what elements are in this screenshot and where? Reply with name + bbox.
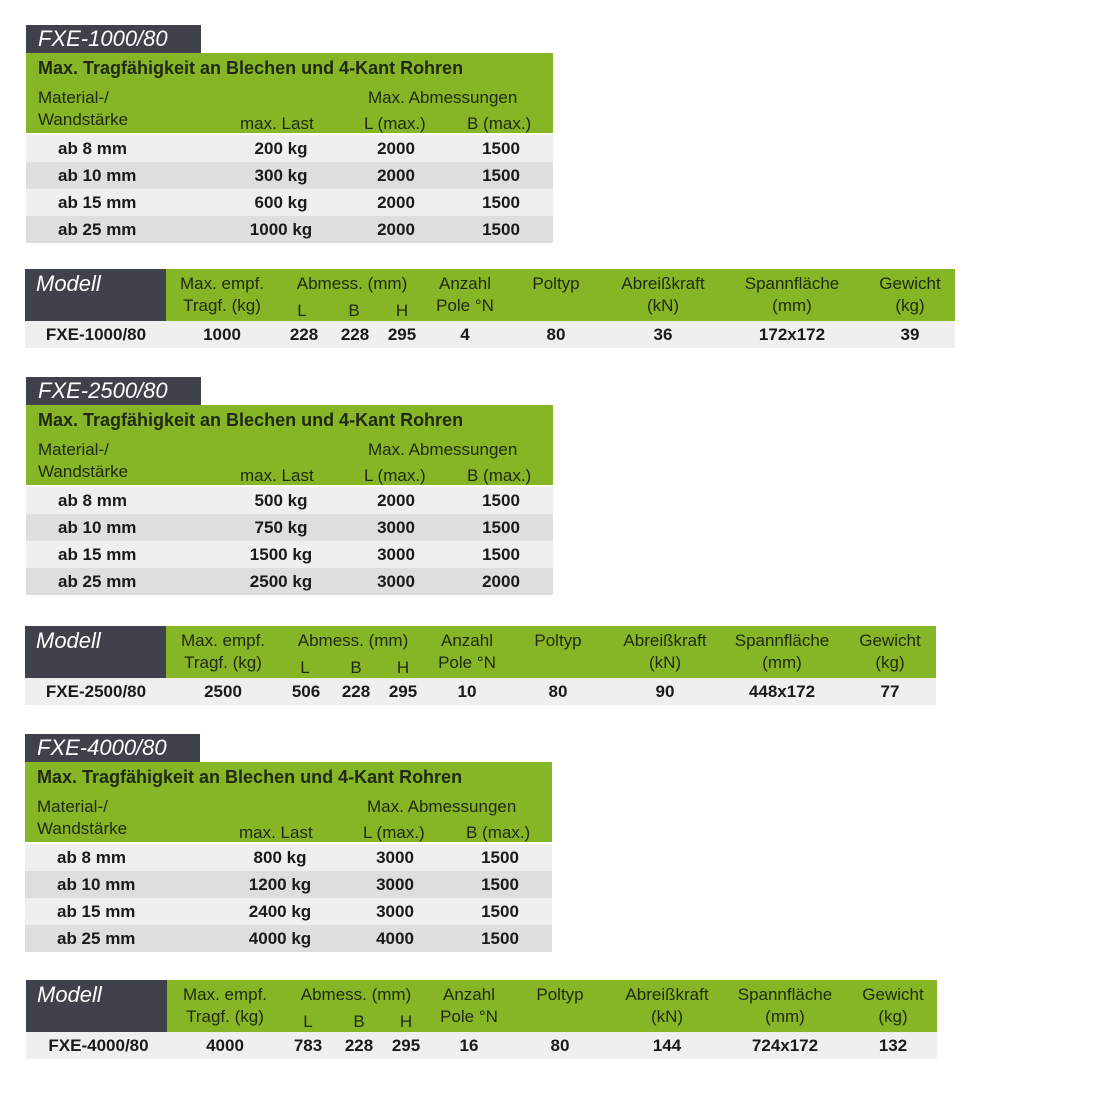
header-tragf-line1: Max. empf. bbox=[179, 274, 265, 293]
cell-pole: 16 bbox=[459, 1036, 479, 1055]
cell-b: 1500 bbox=[482, 193, 520, 212]
cell-l: 2000 bbox=[377, 166, 415, 185]
cell-l: 783 bbox=[293, 1036, 323, 1055]
cell-modell: FXE-4000/80 bbox=[48, 1036, 149, 1055]
cell-b: 1500 bbox=[481, 929, 519, 948]
cell-poltyp: 80 bbox=[548, 682, 568, 701]
cell-last: 1000 kg bbox=[249, 220, 313, 239]
col-material-line2: Wandstärke bbox=[38, 110, 129, 129]
cell-gewicht: 39 bbox=[900, 325, 920, 344]
col-max-last: max. Last bbox=[240, 466, 314, 485]
header-gewicht-line2: (kg) bbox=[878, 1007, 908, 1026]
cell-material: ab 25 mm bbox=[58, 572, 137, 591]
cell-last: 600 kg bbox=[254, 193, 308, 212]
cell-l: 4000 bbox=[376, 929, 414, 948]
col-l-max: L (max.) bbox=[364, 466, 426, 485]
col-l-max: L (max.) bbox=[363, 823, 425, 842]
header-modell: Modell bbox=[25, 626, 166, 678]
col-max-last: max. Last bbox=[240, 114, 314, 133]
header-spann-line1: Spannfläche bbox=[734, 631, 830, 650]
model-table-1 bbox=[25, 269, 955, 349]
cell-b: 1500 bbox=[482, 545, 520, 564]
header-pole-line1: Anzahl bbox=[441, 631, 493, 650]
cell-last: 1200 kg bbox=[248, 875, 312, 894]
col-material-line1: Material-/ bbox=[37, 797, 108, 816]
col-max-abmessungen: Max. Abmessungen bbox=[368, 88, 518, 107]
header-tragf-line1: Max. empf. bbox=[182, 985, 268, 1004]
cell-pole: 10 bbox=[457, 682, 477, 701]
col-material-line2: Wandstärke bbox=[38, 462, 129, 481]
cell-b: 1500 bbox=[481, 902, 519, 921]
table-row bbox=[25, 871, 552, 898]
cell-abreiss: 36 bbox=[653, 325, 673, 344]
cell-last: 750 kg bbox=[254, 518, 308, 537]
cell-material: ab 10 mm bbox=[58, 518, 137, 537]
table-row bbox=[26, 568, 553, 595]
header-tragf-line2: Tragf. (kg) bbox=[184, 653, 262, 672]
col-max-abmessungen: Max. Abmessungen bbox=[367, 797, 517, 816]
table-row bbox=[26, 162, 553, 189]
table-row bbox=[25, 844, 552, 871]
header-poltyp: Poltyp bbox=[534, 631, 582, 650]
header-abreiss-line2: (kN) bbox=[646, 296, 680, 315]
cell-spann: 172x172 bbox=[758, 325, 826, 344]
cell-gewicht: 77 bbox=[880, 682, 900, 701]
header-pole-line2: Pole °N bbox=[436, 296, 494, 315]
cell-spann: 448x172 bbox=[748, 682, 816, 701]
cell-pole: 4 bbox=[460, 325, 470, 344]
col-material-line1: Material-/ bbox=[38, 88, 109, 107]
table-row bbox=[25, 678, 936, 705]
header-abreiss-line1: Abreißkraft bbox=[625, 985, 709, 1004]
cell-tragf: 4000 bbox=[206, 1036, 244, 1055]
cell-abreiss: 144 bbox=[652, 1036, 682, 1055]
cell-l: 3000 bbox=[377, 572, 415, 591]
model-table-3 bbox=[26, 980, 937, 1060]
cell-poltyp: 80 bbox=[546, 325, 566, 344]
cell-l: 2000 bbox=[377, 193, 415, 212]
cell-l: 3000 bbox=[376, 848, 414, 867]
model-table-2 bbox=[25, 626, 936, 706]
cell-l: 3000 bbox=[376, 875, 414, 894]
load-table-title: Max. Tragfähigkeit an Blechen und 4-Kant Rohren bbox=[37, 767, 463, 787]
header-tragf-line2: Tragf. (kg) bbox=[183, 296, 261, 315]
cell-b: 228 bbox=[341, 682, 371, 701]
cell-l: 506 bbox=[291, 682, 321, 701]
table-row bbox=[25, 925, 552, 952]
header-spann-line2: (mm) bbox=[762, 653, 802, 672]
cell-b: 1500 bbox=[482, 220, 520, 239]
cell-material: ab 15 mm bbox=[58, 193, 137, 212]
table-row bbox=[26, 514, 553, 541]
cell-b: 1500 bbox=[482, 491, 520, 510]
cell-l: 2000 bbox=[377, 220, 415, 239]
model-tag: FXE-2500/80 bbox=[26, 377, 201, 405]
header-poltyp: Poltyp bbox=[532, 274, 580, 293]
table-row bbox=[25, 321, 955, 348]
cell-material: ab 8 mm bbox=[57, 848, 126, 867]
col-material-line1: Material-/ bbox=[38, 440, 109, 459]
table-row bbox=[26, 135, 553, 162]
table-row bbox=[26, 487, 553, 514]
cell-last: 500 kg bbox=[254, 491, 308, 510]
cell-modell: FXE-2500/80 bbox=[45, 682, 147, 701]
table-row bbox=[26, 189, 553, 216]
cell-l: 3000 bbox=[376, 902, 414, 921]
cell-b: 1500 bbox=[482, 139, 520, 158]
cell-spann: 724x172 bbox=[751, 1036, 819, 1055]
col-max-last: max. Last bbox=[239, 823, 313, 842]
cell-last: 300 kg bbox=[254, 166, 308, 185]
header-l: L bbox=[303, 1012, 313, 1031]
header-pole-line1: Anzahl bbox=[439, 274, 491, 293]
header-spann-line1: Spannfläche bbox=[737, 985, 833, 1004]
table-row bbox=[26, 216, 553, 243]
cell-b: 1500 bbox=[481, 848, 519, 867]
cell-material: ab 25 mm bbox=[57, 929, 136, 948]
header-modell: Modell bbox=[25, 269, 166, 321]
load-table-title: Max. Tragfähigkeit an Blechen und 4-Kant Rohren bbox=[38, 410, 464, 430]
col-l-max: L (max.) bbox=[364, 114, 426, 133]
col-max-abmessungen: Max. Abmessungen bbox=[368, 440, 518, 459]
header-abreiss-line1: Abreißkraft bbox=[623, 631, 707, 650]
cell-h: 295 bbox=[388, 682, 418, 701]
cell-h: 295 bbox=[391, 1036, 421, 1055]
model-tag: FXE-1000/80 bbox=[26, 25, 201, 53]
header-h: H bbox=[395, 301, 409, 320]
header-gewicht-line2: (kg) bbox=[895, 296, 925, 315]
header-b: B bbox=[353, 1012, 365, 1031]
load-table-3 bbox=[25, 734, 552, 954]
cell-last: 1500 kg bbox=[249, 545, 313, 564]
header-tragf-line2: Tragf. (kg) bbox=[186, 1007, 264, 1026]
header-gewicht-line1: Gewicht bbox=[859, 631, 921, 650]
cell-material: ab 8 mm bbox=[58, 139, 127, 158]
header-spann-line2: (mm) bbox=[772, 296, 812, 315]
table-row bbox=[25, 898, 552, 925]
header-spann-line1: Spannfläche bbox=[744, 274, 840, 293]
cell-gewicht: 132 bbox=[878, 1036, 908, 1055]
cell-last: 2500 kg bbox=[249, 572, 313, 591]
load-table-1 bbox=[26, 25, 553, 245]
header-gewicht-line2: (kg) bbox=[875, 653, 905, 672]
cell-poltyp: 80 bbox=[550, 1036, 570, 1055]
col-b-max: B (max.) bbox=[467, 114, 532, 133]
header-abreiss-line2: (kN) bbox=[648, 653, 682, 672]
cell-b: 1500 bbox=[481, 875, 519, 894]
cell-l: 3000 bbox=[377, 518, 415, 537]
cell-b: 228 bbox=[340, 325, 370, 344]
header-tragf-line1: Max. empf. bbox=[180, 631, 266, 650]
header-l: L bbox=[297, 301, 307, 320]
header-b: B bbox=[350, 658, 362, 677]
header-pole-line2: Pole °N bbox=[440, 1007, 498, 1026]
cell-material: ab 10 mm bbox=[58, 166, 137, 185]
header-gewicht-line1: Gewicht bbox=[862, 985, 924, 1004]
header-abmess: Abmess. (mm) bbox=[296, 274, 408, 293]
cell-tragf: 1000 bbox=[203, 325, 241, 344]
table-row bbox=[26, 541, 553, 568]
header-abmess: Abmess. (mm) bbox=[300, 985, 412, 1004]
header-abmess: Abmess. (mm) bbox=[297, 631, 409, 650]
header-h: H bbox=[396, 658, 410, 677]
header-b: B bbox=[348, 301, 360, 320]
header-modell: Modell bbox=[26, 980, 167, 1032]
header-pole-line2: Pole °N bbox=[438, 653, 496, 672]
table-row bbox=[26, 1032, 937, 1059]
cell-modell: FXE-1000/80 bbox=[45, 325, 147, 344]
cell-last: 4000 kg bbox=[248, 929, 312, 948]
cell-material: ab 25 mm bbox=[58, 220, 137, 239]
cell-l: 3000 bbox=[377, 545, 415, 564]
cell-b: 1500 bbox=[482, 518, 520, 537]
header-abreiss-line1: Abreißkraft bbox=[621, 274, 705, 293]
header-abreiss-line2: (kN) bbox=[650, 1007, 684, 1026]
cell-abreiss: 90 bbox=[655, 682, 675, 701]
col-material-line2: Wandstärke bbox=[37, 819, 128, 838]
header-spann-line2: (mm) bbox=[765, 1007, 805, 1026]
cell-tragf: 2500 bbox=[204, 682, 242, 701]
load-table-title: Max. Tragfähigkeit an Blechen und 4-Kant Rohren bbox=[38, 58, 464, 78]
header-h: H bbox=[399, 1012, 413, 1031]
cell-last: 200 kg bbox=[254, 139, 308, 158]
cell-material: ab 15 mm bbox=[58, 545, 137, 564]
cell-b: 2000 bbox=[482, 572, 520, 591]
header-l: L bbox=[300, 658, 310, 677]
cell-h: 295 bbox=[387, 325, 417, 344]
cell-material: ab 10 mm bbox=[57, 875, 136, 894]
cell-l: 2000 bbox=[377, 139, 415, 158]
cell-last: 2400 kg bbox=[248, 902, 312, 921]
cell-material: ab 8 mm bbox=[58, 491, 127, 510]
cell-last: 800 kg bbox=[253, 848, 307, 867]
cell-b: 228 bbox=[344, 1036, 374, 1055]
cell-b: 1500 bbox=[482, 166, 520, 185]
header-pole-line1: Anzahl bbox=[443, 985, 495, 1004]
cell-l: 228 bbox=[289, 325, 319, 344]
cell-material: ab 15 mm bbox=[57, 902, 136, 921]
header-gewicht-line1: Gewicht bbox=[879, 274, 941, 293]
model-tag: FXE-4000/80 bbox=[25, 734, 200, 762]
col-b-max: B (max.) bbox=[467, 466, 532, 485]
col-b-max: B (max.) bbox=[466, 823, 531, 842]
cell-l: 2000 bbox=[377, 491, 415, 510]
load-table-2 bbox=[26, 377, 553, 597]
header-poltyp: Poltyp bbox=[536, 985, 584, 1004]
